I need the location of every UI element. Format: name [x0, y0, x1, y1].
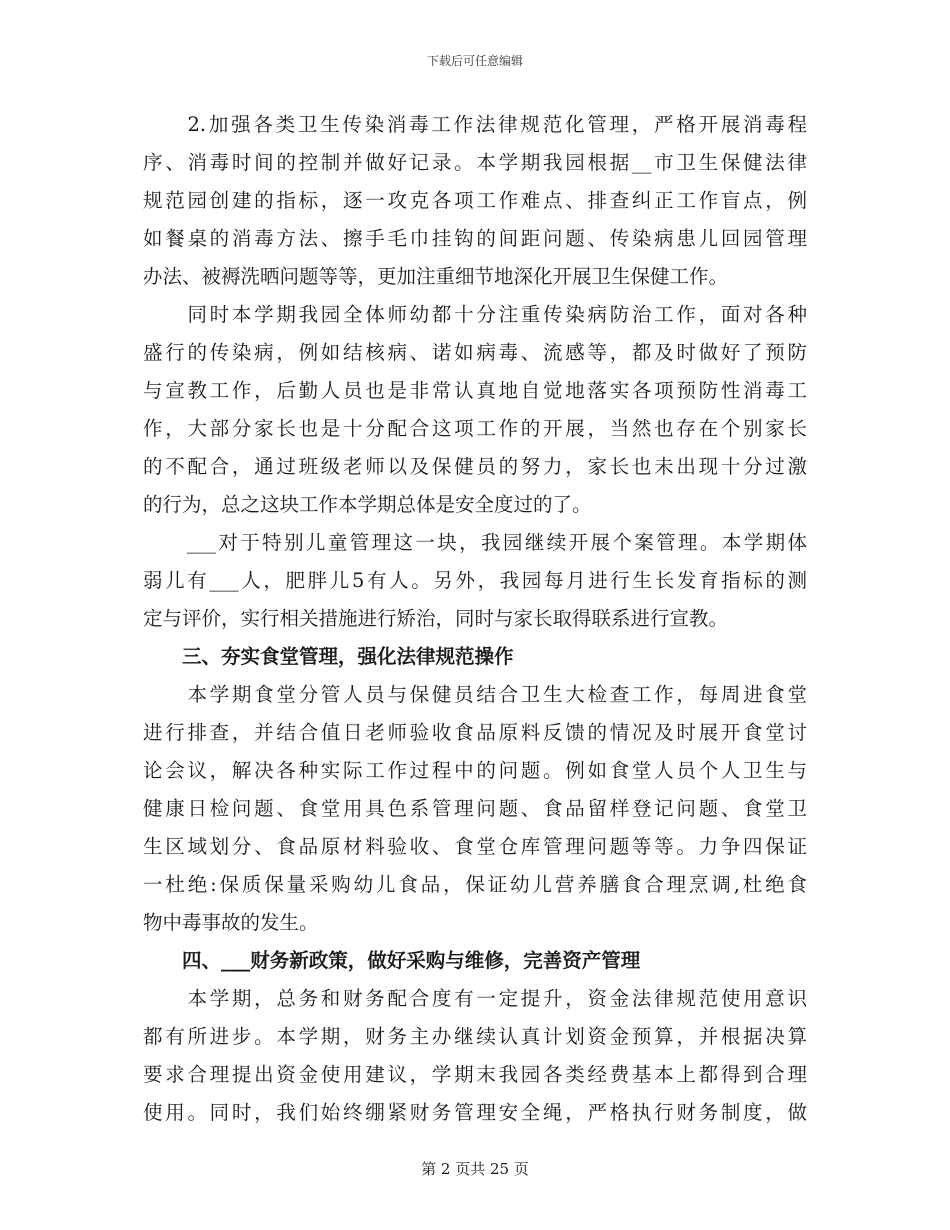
body-line: 办法、被褥洗晒问题等等，更加注重细节地深化开展卫生保健工作。 — [143, 265, 729, 288]
body-line: 一杜绝:保质保量采购幼儿食品，保证幼儿营养膳食合理烹调,杜绝食 — [143, 873, 807, 896]
body-line: 弱儿有___人，肥胖儿5有人。另外，我园每月进行生长发育指标的测 — [143, 569, 807, 592]
body-line: 作，大部分家长也是十分配合这项工作的开展，当然也存在个别家长 — [143, 417, 807, 440]
body-line: 定与评价，实行相关措施进行矫治，同时与家长取得联系进行宣教。 — [143, 607, 729, 630]
body-line: 序、消毒时间的控制并做好记录。本学期我园根据__市卫生保健法律 — [143, 151, 807, 174]
body-line: 健康日检问题、食堂用具色系管理问题、食品留样登记问题、食堂卫 — [143, 797, 807, 820]
body-line: 生区域划分、食品原材料验收、食堂仓库管理问题等等。力争四保证 — [143, 835, 807, 858]
body-line: 盛行的传染病，例如结核病、诺如病毒、流感等，都及时做好了预防 — [143, 341, 807, 364]
body-line: 同时本学期我园全体师幼都十分注重传染病防治工作，面对各种 — [143, 303, 807, 326]
body-line: 物中毒事故的发生。 — [143, 911, 319, 934]
body-line: 都有所进步。本学期，财务主办继续认真计划资金预算，并根据决算 — [143, 1025, 807, 1048]
body-line: 要求合理提出资金使用建议，学期末我园各类经费基本上都得到合理 — [143, 1063, 807, 1086]
body-line: 的行为，总之这块工作本学期总体是安全度过的了。 — [143, 493, 592, 516]
body-line: 本学期，总务和财务配合度有一定提升，资金法律规范使用意识 — [143, 987, 807, 1010]
body-line: 与宣教工作，后勤人员也是非常认真地自觉地落实各项预防性消毒工 — [143, 379, 807, 402]
body-line: 本学期食堂分管人员与保健员结合卫生大检查工作，每周进食堂 — [143, 683, 807, 706]
section-heading: 三、夯实食堂管理，强化法律规范操作 — [143, 645, 514, 668]
page-header: 下载后可任意编辑 — [426, 54, 523, 68]
body-line: 的不配合，通过班级老师以及保健员的努力，家长也未出现十分过激 — [143, 455, 807, 478]
body-line: ___对于特别儿童管理这一块，我园继续开展个案管理。本学期体 — [143, 531, 807, 554]
document-body — [143, 106, 807, 1132]
body-line: 如餐桌的消毒方法、擦手毛巾挂钩的间距问题、传染病患儿回园管理 — [143, 227, 807, 250]
body-line: 使用。同时，我们始终绷紧财务管理安全绳，严格执行财务制度，做 — [143, 1101, 807, 1124]
body-line: 规范园创建的指标，逐一攻克各项工作难点、排查纠正工作盲点，例 — [143, 189, 807, 212]
body-line: 论会议，解决各种实际工作过程中的问题。例如食堂人员个人卫生与 — [143, 759, 807, 782]
body-line: 进行排查，并结合值日老师验收食品原料反馈的情况及时展开食堂讨 — [143, 721, 807, 744]
body-line: 2.加强各类卫生传染消毒工作法律规范化管理，严格开展消毒程 — [143, 113, 807, 136]
section-heading: 四、___财务新政策，做好采购与维修，完善资产管理 — [143, 949, 641, 972]
page-footer: 第 2 页共 25 页 — [421, 1160, 529, 1178]
